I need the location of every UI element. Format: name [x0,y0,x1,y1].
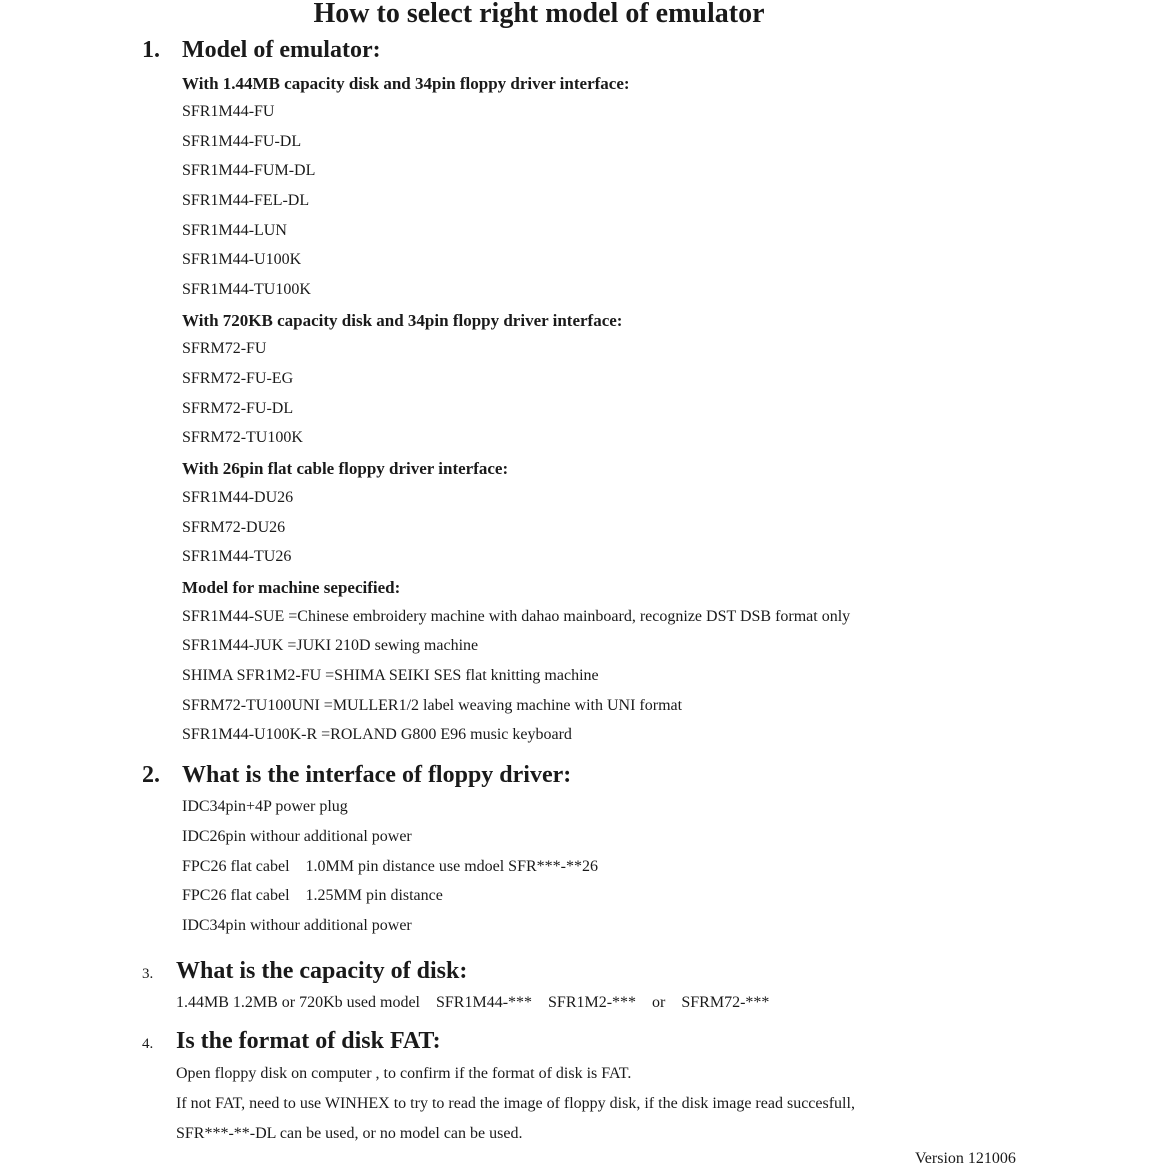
model-item: SFR1M44-DU26 [182,489,294,506]
model-item: SFRM72-FU-EG [182,370,294,387]
interface-item: FPC26 flat cabel 1.25MM pin distance [182,887,443,904]
model-item: SFRM72-FU [182,340,267,357]
model-item: SFRM72-TU100UNI =MULLER1/2 label weaving machine with UNI format [182,697,683,714]
section-1-group-1-subheading: With 1.44MB capacity disk and 34pin floppy driver interface: [182,74,630,93]
model-item: SFR1M44-FU-DL [182,133,302,150]
interface-item: IDC34pin withour additional power [182,917,412,934]
model-item: SFR1M44-FU [182,103,275,120]
section-1-group-4-subheading: Model for machine sepecified: [182,578,401,597]
model-item: SFR1M44-TU100K [182,281,311,298]
section-1-number: 1. [142,37,160,63]
model-item: SFRM72-FU-DL [182,400,294,417]
interface-item: IDC34pin+4P power plug [182,798,348,815]
format-item: If not FAT, need to use WINHEX to try to read the image of floppy disk, if the disk image read succesfull, [176,1095,855,1112]
model-item: SFR1M44-U100K-R =ROLAND G800 E96 music keyboard [182,726,572,743]
interface-item: IDC26pin withour additional power [182,828,412,845]
model-item: SFR1M44-SUE =Chinese embroidery machine with dahao mainboard, recognize DST DSB format only [182,608,851,625]
model-item: SFRM72-DU26 [182,519,286,536]
model-item: SFR1M44-FEL-DL [182,192,310,209]
model-item: SFR1M44-U100K [182,251,302,268]
interface-item: FPC26 flat cabel 1.0MM pin distance use mdoel SFR***-**26 [182,858,598,875]
section-1-group-2-subheading: With 720KB capacity disk and 34pin floppy driver interface: [182,311,623,330]
model-item: SFR1M44-TU26 [182,548,292,565]
version-label: Version 121006 [915,1150,1016,1167]
page-title: How to select right model of emulator [313,0,765,29]
section-4-heading: Is the format of disk FAT: [176,1028,441,1054]
section-1-group-3-subheading: With 26pin flat cable floppy driver interface: [182,459,509,478]
capacity-item: 1.44MB 1.2MB or 720Kb used model SFR1M44-*** SFR1M2-*** or SFRM72-*** [176,994,770,1011]
section-1-heading: Model of emulator: [182,37,381,63]
section-2-number: 2. [142,762,160,788]
section-2-heading: What is the interface of floppy driver: [182,762,572,788]
section-4-number: 4. [142,1036,154,1052]
section-3-heading: What is the capacity of disk: [176,958,468,984]
format-item: SFR***-**-DL can be used, or no model can be used. [176,1125,523,1142]
model-item: SFR1M44-LUN [182,222,287,239]
model-item: SFRM72-TU100K [182,429,303,446]
model-item: SHIMA SFR1M2-FU =SHIMA SEIKI SES flat knitting machine [182,667,599,684]
format-item: Open floppy disk on computer , to confirm if the format of disk is FAT. [176,1065,632,1082]
model-item: SFR1M44-JUK =JUKI 210D sewing machine [182,637,479,654]
section-3-number: 3. [142,966,154,982]
model-item: SFR1M44-FUM-DL [182,162,316,179]
